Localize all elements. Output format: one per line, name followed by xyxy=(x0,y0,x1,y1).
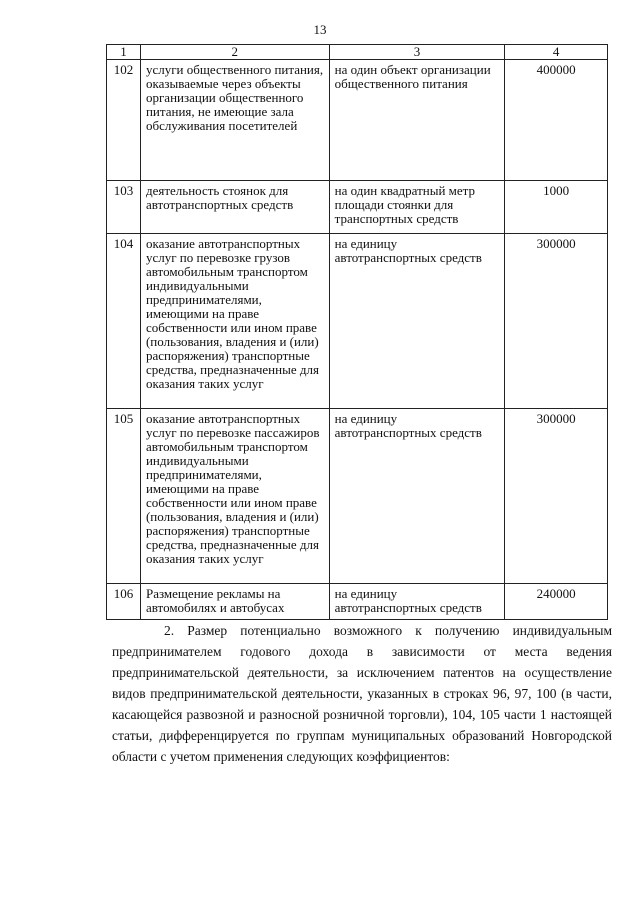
income-amount: 240000 xyxy=(505,584,608,620)
unit-of-measure: на один квадратный метр площади стоянки для транспортных средств xyxy=(329,181,505,234)
unit-of-measure: на один объект организации общественного питания xyxy=(329,60,505,181)
activity-description: услуги общественного питания, оказываемые через объекты организации общественного питания, не имеющие зала обслуживания посетителей xyxy=(140,60,329,181)
table-row xyxy=(107,409,608,584)
row-number: 103 xyxy=(107,181,141,234)
table-row xyxy=(107,234,608,409)
row-number: 102 xyxy=(107,60,141,181)
page-number: 13 xyxy=(313,22,327,37)
row-number: 105 xyxy=(107,409,141,584)
activity-description: деятельность стоянок для автотранспортных средств xyxy=(140,181,329,234)
row-number: 106 xyxy=(107,584,141,620)
table-row xyxy=(107,181,608,234)
tax-table xyxy=(106,44,608,620)
table-row xyxy=(107,60,608,181)
activity-description: Размещение рекламы на автомобилях и автобусах xyxy=(140,584,329,620)
income-amount: 300000 xyxy=(505,409,608,584)
table-row xyxy=(107,584,608,620)
body-paragraph xyxy=(112,620,612,767)
column-header-3: 3 xyxy=(329,45,505,60)
unit-of-measure: на единицу автотранспортных средств xyxy=(329,409,505,584)
income-amount: 400000 xyxy=(505,60,608,181)
paragraph-text: 2. Размер потенциально возможного к получению индивидуальным предпринимателем годового дохода в зависимости от места ведения предпринимательской деятельности, за исключением патентов на осуществление видов предпринимательской деятельности, указанных в строках 96, 97, 100 (в части, касающейся развозной и разносной розничной торговли), 104, 105 части 1 настоящей статьи, дифференцируется по группам муниципальных образований Новгородской области с учетом применения следующих коэффициентов: xyxy=(112,623,612,764)
column-header-2: 2 xyxy=(140,45,329,60)
income-amount: 300000 xyxy=(505,234,608,409)
column-header-1: 1 xyxy=(107,45,141,60)
activity-description: оказание автотранспортных услуг по перевозке грузов автомобильным транспортом индивидуальными предпринимателями, имеющими на праве собственности или ином праве (пользования, владения и (или) распоряжения) транспортные средства, предназначенные для оказания таких услуг xyxy=(140,234,329,409)
activity-description: оказание автотранспортных услуг по перевозке пассажиров автомобильным транспортом индивидуальными предпринимателями, имеющими на праве собственности или ином праве (пользования, владения и (или) распоряжения) транспортные средства, предназначенные для оказания таких услуг xyxy=(140,409,329,584)
unit-of-measure: на единицу автотранспортных средств xyxy=(329,584,505,620)
column-header-4: 4 xyxy=(505,45,608,60)
unit-of-measure: на единицу автотранспортных средств xyxy=(329,234,505,409)
table-header-row xyxy=(107,45,608,60)
income-amount: 1000 xyxy=(505,181,608,234)
row-number: 104 xyxy=(107,234,141,409)
